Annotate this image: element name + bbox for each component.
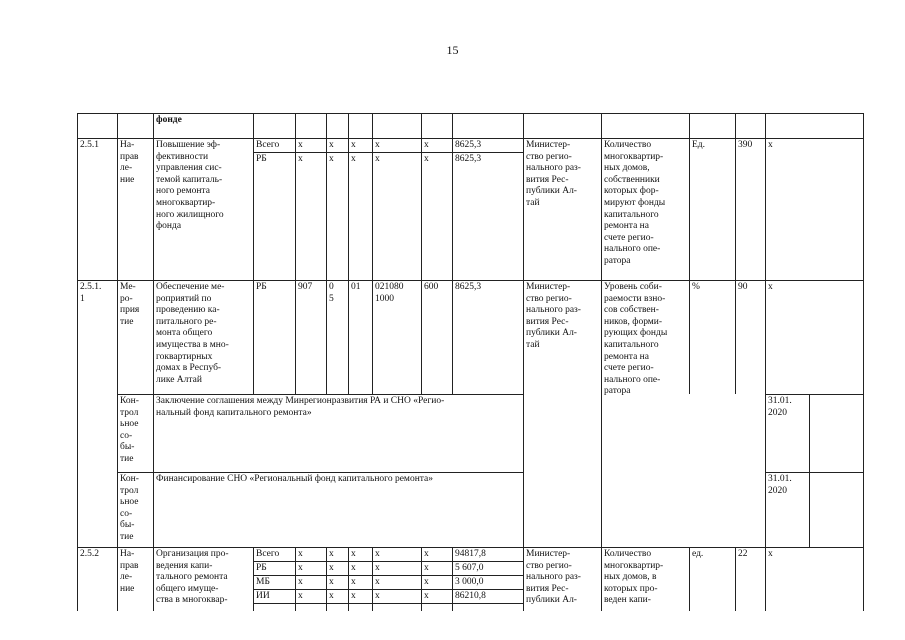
unit: Ед.: [692, 140, 706, 150]
fin-sum: 8625,3: [455, 154, 482, 164]
fin-grbs: х: [298, 549, 303, 559]
fin-csr: х: [375, 549, 380, 559]
control-event-text: Заключение соглашения между Минрегионразвития РА и СНО «Регио- нальный фонд капитального ремонта»: [156, 396, 445, 418]
fin-grbs: х: [298, 577, 303, 587]
row-name: Обеспечение ме- роприятий по проведению ка- питального ре- монта общего имущества в мно- гоквартирных домах в Респуб- лике Алтай: [156, 282, 229, 385]
target-value: 90: [738, 282, 748, 292]
deadline: х: [768, 140, 773, 150]
control-event-type: Кон- трол ьное со- бы- тие: [120, 474, 139, 542]
fin-source: МБ: [256, 577, 270, 587]
grid-line: [735, 113, 736, 394]
row-type: Ме- ро- прия тие: [120, 282, 140, 327]
unit: ед.: [692, 549, 704, 559]
fin-sum: 8625,3: [455, 282, 482, 292]
fin-rz: х: [329, 577, 334, 587]
fin-source: РБ: [256, 563, 267, 573]
grid-line: [863, 113, 864, 611]
fin-csr: х: [375, 563, 380, 573]
fin-grbs: х: [298, 140, 303, 150]
control-event-type: Кон- трол ьное со- бы- тие: [120, 396, 139, 464]
row-number: 2.5.2: [80, 549, 99, 559]
fin-csr: х: [375, 154, 380, 164]
fin-grbs: х: [298, 154, 303, 164]
row-number: 2.5.1: [80, 140, 99, 150]
grid-line: [809, 394, 810, 547]
executor: Министер- ство регио- нального раз- вития Рес- публики Ал- тай: [526, 140, 581, 208]
fin-source: РБ: [256, 282, 267, 292]
fin-pr: 01: [351, 282, 361, 292]
fin-csr: х: [375, 140, 380, 150]
grid-line: [77, 113, 78, 611]
fin-pr: х: [351, 577, 356, 587]
fin-vr: х: [424, 140, 429, 150]
control-event-text: Финансирование СНО «Региональный фонд капитального ремонта»: [156, 474, 434, 484]
row-name: Организация про- ведения капи- тального ремонта общего имуще- ства в многоквар-: [156, 549, 229, 606]
fin-sum: 94817,8: [455, 549, 486, 559]
row-type: На- прав ле- ние: [120, 140, 139, 185]
target-value: 22: [738, 549, 748, 559]
control-event-date: 31.01. 2020: [768, 396, 792, 418]
fin-rz: х: [329, 563, 334, 573]
fin-vr: х: [424, 549, 429, 559]
fin-grbs: х: [298, 563, 303, 573]
executor: Министер- ство регио- нального раз- вития Рес- публики Ал- тай: [526, 282, 581, 350]
fin-rz: х: [329, 140, 334, 150]
control-event-date: 31.01. 2020: [768, 474, 792, 496]
deadline: х: [768, 549, 773, 559]
executor: Министер- ство регио- нального раз- вития Рес- публики Ал-: [526, 549, 581, 606]
fin-grbs: 907: [298, 282, 313, 292]
fin-sum: 8625,3: [455, 140, 482, 150]
fin-sum: 3 000,0: [455, 577, 484, 587]
fin-rz: 0 5: [329, 282, 334, 304]
unit: %: [692, 282, 700, 292]
fin-vr: х: [424, 577, 429, 587]
fin-pr: х: [351, 549, 356, 559]
fin-rz: х: [329, 591, 334, 601]
fin-sum: 86210,8: [455, 591, 486, 601]
fin-pr: х: [351, 140, 356, 150]
continuation-text: фонде: [156, 115, 182, 125]
fin-pr: х: [351, 591, 356, 601]
fin-pr: х: [351, 563, 356, 573]
deadline: х: [768, 282, 773, 292]
indicator: Количество многоквартир- ных домов, собственники которых фор- мируют фонды капитального ремонта на счете регио- нального опе- ратора: [604, 140, 666, 266]
fin-csr: х: [375, 577, 380, 587]
fin-vr: х: [424, 563, 429, 573]
fin-pr: х: [351, 154, 356, 164]
indicator: Уровень соби- раемости взно- сов собствен- ников, форми- рующих фонды капитального ремонта на счете регио- нального опе- ратора: [604, 282, 668, 397]
fin-source: Всего: [256, 549, 280, 559]
fin-source: РБ: [256, 154, 267, 164]
grid-line: [689, 113, 690, 394]
fin-grbs: х: [298, 591, 303, 601]
fin-vr: х: [424, 154, 429, 164]
fin-source: ИИ: [256, 591, 270, 601]
fin-sum: 5 607,0: [455, 563, 484, 573]
fin-vr: х: [424, 591, 429, 601]
fin-source: Всего: [256, 140, 280, 150]
target-value: 390: [738, 140, 753, 150]
fin-csr: х: [375, 591, 380, 601]
fin-csr: 021080 1000: [375, 282, 404, 304]
row-number: 2.5.1. 1: [80, 282, 102, 304]
indicator: Количество многоквартир- ных домов, в которых про- веден капи-: [604, 549, 664, 606]
fin-vr: 600: [424, 282, 439, 292]
fin-rz: х: [329, 549, 334, 559]
row-type: На- прав ле- ние: [120, 549, 139, 594]
page-number: 15: [446, 43, 459, 57]
grid-line: [765, 113, 766, 611]
row-name: Повышение эф- фективности управления сис- темой капиталь- ного ремонта многоквартир- ного жилищного фонда: [156, 140, 224, 232]
fin-rz: х: [329, 154, 334, 164]
